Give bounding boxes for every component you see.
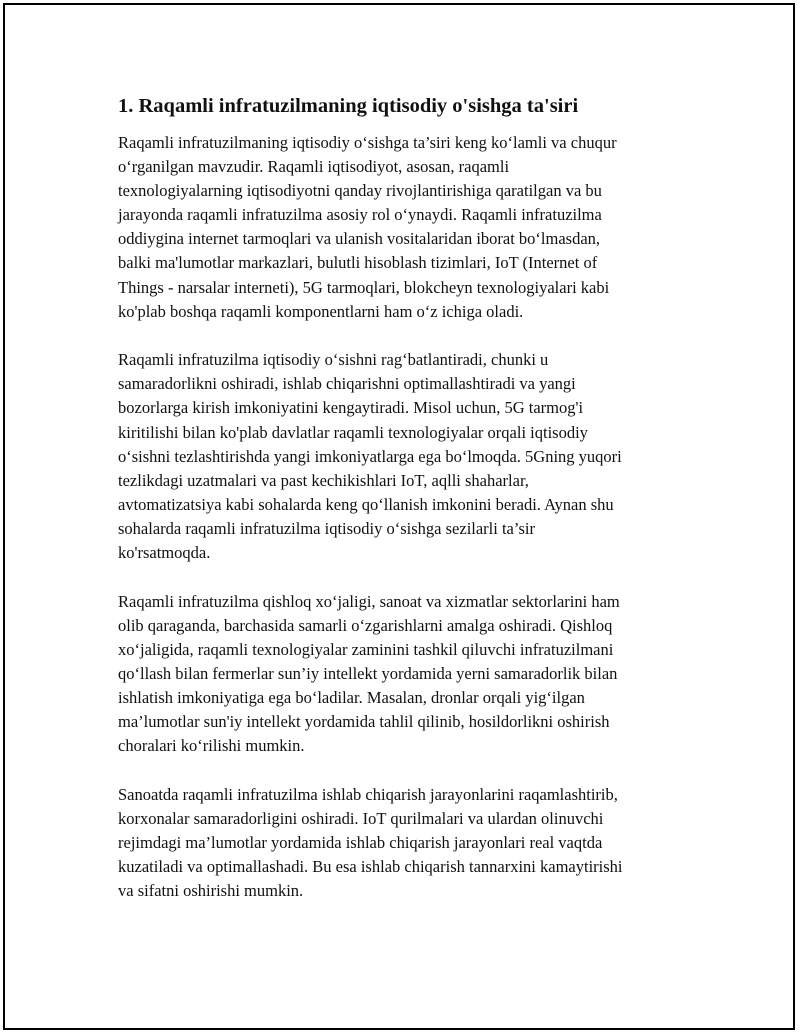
text-line: rejimdagi ma’lumotlar yordamida ishlab chiqarish jarayonlari real vaqtda: [118, 832, 603, 852]
text-line: tezlikdagi uzatmalari va past kechikishlari IoT, aqlli shaharlar,: [118, 470, 529, 490]
paragraph-4: [118, 783, 683, 903]
text-line: kiritilishi bilan ko'plab davlatlar raqamli texnologiyalar orqali iqtisodiy: [118, 422, 588, 442]
text-line: o‘rganilgan mavzudir. Raqamli iqtisodiyot, asosan, raqamli: [118, 157, 510, 177]
section-heading: 1. Raqamli infratuzilmaning iqtisodiy o'sishga ta'siri: [118, 95, 579, 117]
text-line: avtomatizatsiya kabi sohalarda keng qo‘llanish imkonini beradi. Aynan shu: [118, 494, 614, 514]
text-line: ishlatish imkoniyatiga ega bo‘ladilar. Masalan, dronlar orqali yig‘ilgan: [118, 687, 585, 707]
paragraph-3: [118, 590, 683, 759]
text-line: samaradorlikni oshiradi, ishlab chiqarishni optimallashtiradi va yangi: [118, 374, 576, 394]
text-line: choralari ko‘rilishi mumkin.: [118, 736, 305, 756]
paragraph-1: [118, 131, 683, 324]
text-line: ko'rsatmoqda.: [118, 543, 211, 562]
text-line: korxonalar samaradorligini oshiradi. IoT qurilmalari va ulardan olinuvchi: [118, 808, 604, 828]
text-line: ma’lumotlar sun'iy intellekt yordamida tahlil qilinib, hosildorlikni oshirish: [118, 712, 610, 732]
text-line: o‘sishni tezlashtirishda yangi imkoniyatlarga ega bo‘lmoqda. 5Gning yuqori: [118, 446, 622, 466]
text-line: olib qaraganda, barchasida samarli o‘zgarishlarni amalga oshiradi. Qishloq: [118, 615, 613, 635]
text-line: bozorlarga kirish imkoniyatini kengaytiradi. Misol uchun, 5G tarmog'i: [118, 398, 584, 418]
text-line: Raqamli infratuzilma qishloq xo‘jaligi, sanoat va xizmatlar sektorlarini ham: [118, 591, 620, 611]
text-line: kuzatiladi va optimallashadi. Bu esa ishlab chiqarish tannarxini kamaytirishi: [118, 857, 623, 877]
text-line: oddiygina internet tarmoqlari va ulanish vositalaridan iborat bo‘lmasdan,: [118, 229, 601, 249]
text-line: ko'plab boshqa raqamli komponentlarni ham o‘z ichiga oladi.: [118, 301, 524, 321]
text-line: xo‘jaligida, raqamli texnologiyalar zaminini tashkil qiluvchi infratuzilmani: [118, 639, 614, 659]
text-line: qo‘llash bilan fermerlar sun’iy intellekt yordamida yerni samaradorlik bilan: [118, 663, 618, 683]
text-line: texnologiyalarning iqtisodiyotni qanday rivojlantirishiga qaratilgan va bu: [118, 181, 602, 201]
text-line: va sifatni oshirishi mumkin.: [118, 881, 304, 901]
text-line: Things - narsalar interneti), 5G tarmoqlari, blokcheyn texnologiyalari kabi: [118, 277, 610, 297]
text-line: Sanoatda raqamli infratuzilma ishlab chiqarish jarayonlarini raqamlashtirib,: [118, 784, 618, 804]
text-line: Raqamli infratuzilmaning iqtisodiy o‘sishga ta’siri keng ko‘lamli va chuqur: [118, 133, 617, 152]
paragraph-2: [118, 348, 683, 565]
text-line: balki ma'lumotlar markazlari, bulutli hisoblash tizimlari, IoT (Internet of: [118, 253, 598, 273]
text-line: jarayonda raqamli infratuzilma asosiy rol o‘ynaydi. Raqamli infratuzilma: [118, 205, 602, 225]
text-line: Raqamli infratuzilma iqtisodiy o‘sishni rag‘batlantiradi, chunki u: [118, 350, 549, 370]
text-line: sohalarda raqamli infratuzilma iqtisodiy o‘sishga sezilarli ta’sir: [118, 518, 535, 538]
document-body: [118, 92, 683, 928]
